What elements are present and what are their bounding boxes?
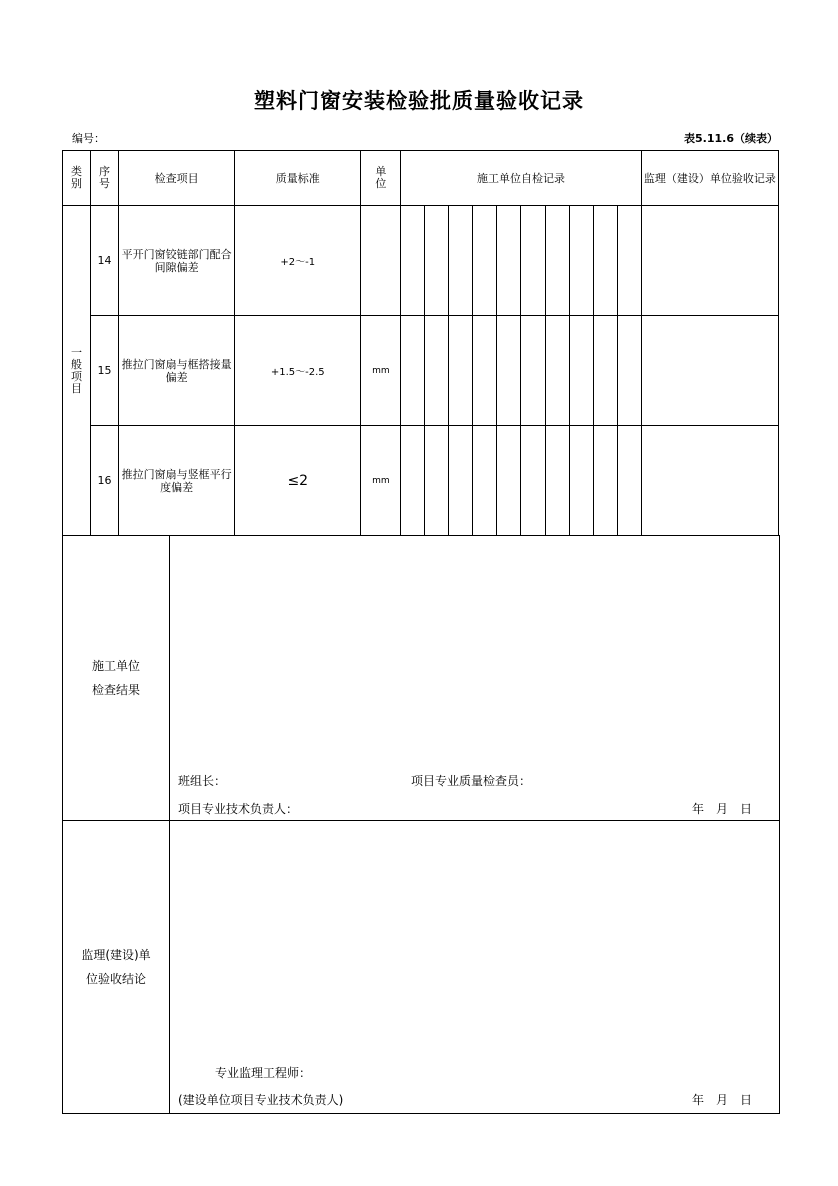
row-seq: 14 <box>91 206 119 316</box>
header-unit-text: 单位 <box>375 165 387 190</box>
header-category <box>63 151 91 206</box>
header-self-check: 施工单位自检记录 <box>401 151 641 206</box>
tech-lead-label: 项目专业技术负责人： <box>178 802 299 816</box>
construction-label-line1: 施工单位 <box>91 659 140 673</box>
form-number-label: 编号： <box>72 132 105 145</box>
header-unit <box>361 151 401 206</box>
check-cell[interactable] <box>473 316 497 426</box>
supervision-record-cell[interactable] <box>641 316 778 426</box>
header-standard: 质量标准 <box>235 151 361 206</box>
check-cell[interactable] <box>617 206 641 316</box>
qc-inspector-label: 项目专业质量检查员： <box>411 774 532 788</box>
row-unit: mm <box>361 426 401 536</box>
construction-label-line2: 检查结果 <box>91 683 140 697</box>
check-cell[interactable] <box>473 426 497 536</box>
supervision-conclusion-row <box>63 821 780 1114</box>
table-row <box>63 206 779 316</box>
header-seq <box>91 151 119 206</box>
table-reference: 表5.11.6（续表） <box>684 132 778 145</box>
check-cell[interactable] <box>545 206 569 316</box>
row-unit <box>361 206 401 316</box>
check-cell[interactable] <box>617 316 641 426</box>
supervision-conclusion-label <box>63 821 170 1114</box>
inspection-table <box>62 150 779 536</box>
row-standard: ≤2 <box>235 426 361 536</box>
supervision-record-cell[interactable] <box>641 426 778 536</box>
check-cell[interactable] <box>497 206 521 316</box>
row-unit: mm <box>361 316 401 426</box>
row-item: 推拉门窗扇与框搭接量偏差 <box>119 316 235 426</box>
check-cell[interactable] <box>569 316 593 426</box>
row-item: 推拉门窗扇与竖框平行度偏差 <box>119 426 235 536</box>
check-cell[interactable] <box>593 206 617 316</box>
owner-tech-lead-label: (建设单位项目专业技术负责人) <box>178 1093 344 1107</box>
row-seq: 15 <box>91 316 119 426</box>
construction-date-label: 年 月 日 <box>691 802 752 816</box>
check-cell[interactable] <box>545 426 569 536</box>
check-cell[interactable] <box>425 426 449 536</box>
construction-result-area[interactable] <box>170 536 780 821</box>
header-category-text: 类别 <box>71 165 83 190</box>
check-cell[interactable] <box>449 206 473 316</box>
construction-result-row <box>63 536 780 821</box>
check-cell[interactable] <box>521 426 545 536</box>
check-cell[interactable] <box>473 206 497 316</box>
supervision-label-line1: 监理(建设)单 <box>81 948 151 962</box>
category-cell <box>63 206 91 536</box>
check-cell[interactable] <box>425 316 449 426</box>
header-item: 检查项目 <box>119 151 235 206</box>
check-cell[interactable] <box>593 316 617 426</box>
supervision-record-cell[interactable] <box>641 206 778 316</box>
check-cell[interactable] <box>449 426 473 536</box>
check-cell[interactable] <box>401 426 425 536</box>
table-row <box>63 316 779 426</box>
check-cell[interactable] <box>497 316 521 426</box>
supervision-engineer-label: 专业监理工程师： <box>215 1066 312 1080</box>
team-leader-label: 班组长： <box>178 774 227 788</box>
check-cell[interactable] <box>545 316 569 426</box>
check-cell[interactable] <box>569 206 593 316</box>
row-standard: +1.5～-2.5 <box>235 316 361 426</box>
header-seq-text: 序号 <box>99 165 111 190</box>
check-cell[interactable] <box>521 206 545 316</box>
supervision-label-line2: 位验收结论 <box>85 972 146 986</box>
category-label: 一般项目 <box>71 345 83 395</box>
header-row <box>63 151 779 206</box>
header-supervision: 监理（建设）单位验收记录 <box>641 151 778 206</box>
check-cell[interactable] <box>521 316 545 426</box>
supervision-conclusion-area[interactable] <box>170 821 780 1114</box>
check-cell[interactable] <box>425 206 449 316</box>
row-standard: +2～-1 <box>235 206 361 316</box>
page-title: 塑料门窗安装检验批质量验收记录 <box>254 89 584 113</box>
check-cell[interactable] <box>617 426 641 536</box>
conclusion-table <box>62 535 780 1114</box>
supervision-date-label: 年 月 日 <box>691 1093 752 1107</box>
check-cell[interactable] <box>569 426 593 536</box>
check-cell[interactable] <box>449 316 473 426</box>
check-cell[interactable] <box>497 426 521 536</box>
check-cell[interactable] <box>401 206 425 316</box>
check-cell[interactable] <box>401 316 425 426</box>
construction-result-label <box>63 536 170 821</box>
row-seq: 16 <box>91 426 119 536</box>
row-item: 平开门窗铰链部门配合间隙偏差 <box>119 206 235 316</box>
table-row <box>63 426 779 536</box>
check-cell[interactable] <box>593 426 617 536</box>
